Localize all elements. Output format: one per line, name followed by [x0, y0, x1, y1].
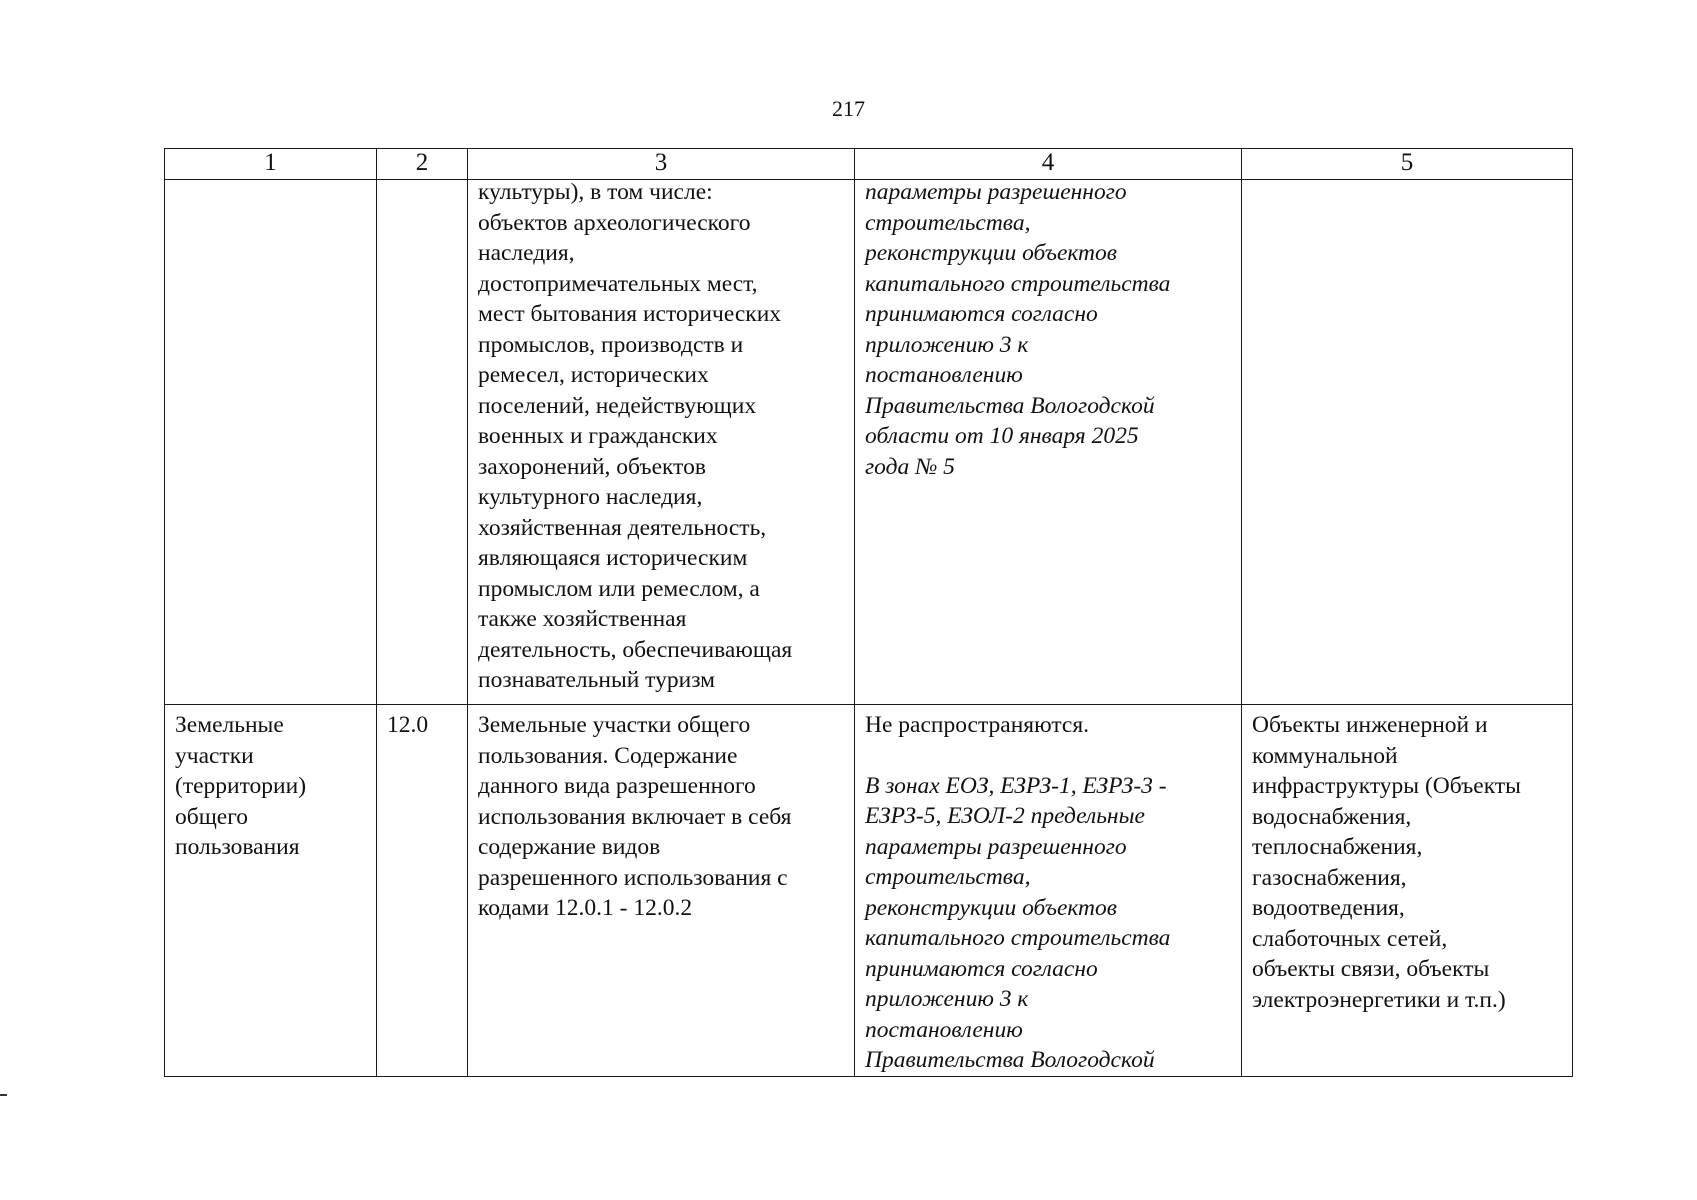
cell-description [468, 705, 855, 1077]
column-header-3: 3 [468, 149, 855, 180]
cell-text-italic: В зонах ЕОЗ, ЕЗРЗ-1, ЕЗРЗ-3 - ЕЗРЗ-5, ЕЗОЛ-2 предельные параметры разрешенного строительства, реконструкции объектов капитального строительства принимаются согласно приложению 3 к постановлению Правительства Вологодской [865, 772, 1171, 1073]
cell-parameters [855, 705, 1242, 1077]
cell-auxiliary-objects [1242, 180, 1573, 705]
page-number: 217 [832, 96, 865, 121]
cell-auxiliary-objects [1242, 705, 1573, 1077]
table-row [165, 180, 1573, 705]
column-header-5: 5 [1242, 149, 1573, 180]
column-header-2: 2 [377, 149, 468, 180]
column-header-1: 1 [165, 149, 377, 180]
zoning-table [164, 148, 1573, 1077]
margin-mark [0, 1094, 7, 1096]
cell-parameters [855, 180, 1242, 705]
cell-text: культуры), в том числе: объектов археологического наследия, достопримечательных мест, мест бытования исторических промыслов, производств и ремесел, исторических поселений, недействующих военных и гражданских захоронений, объектов культурного наследия, хозяйственная деятельность, являющаяся историческим промыслом или ремеслом, а также хозяйственная деятельность, обеспечивающая познавательный туризм [478, 179, 793, 693]
cell-text: Объекты инженерной и коммунальной инфраструктуры (Объекты водоснабжения, теплоснабжения, газоснабжения, водоотведения, слаботочных сетей, объекты связи, объекты электроэнергетики и т.п.) [1252, 712, 1521, 1013]
cell-text: Земельные участки общего пользования. Содержание данного вида разрешенного использования включает в себя содержание видов разрешенного использования с кодами 12.0.1 - 12.0.2 [478, 712, 792, 921]
cell-land-plot-name [165, 705, 377, 1077]
cell-text: параметры разрешенного строительства, реконструкции объектов капитального строительства принимаются согласно приложению 3 к постановлению Правительства Вологодской области от 10 января 2025 года № 5 [865, 179, 1171, 480]
cell-description [468, 180, 855, 705]
cell-text-plain: Не распространяются. [865, 712, 1090, 738]
cell-text: Земельные участки (территории) общего пользования [175, 712, 307, 860]
cell-code [377, 705, 468, 1077]
table-row [165, 705, 1573, 1077]
cell-code [377, 180, 468, 705]
paragraph-gap [865, 741, 1231, 771]
column-header-4: 4 [855, 149, 1242, 180]
cell-content [855, 705, 1241, 1076]
cell-land-plot-name [165, 180, 377, 705]
cell-text: 12.0 [387, 712, 429, 738]
